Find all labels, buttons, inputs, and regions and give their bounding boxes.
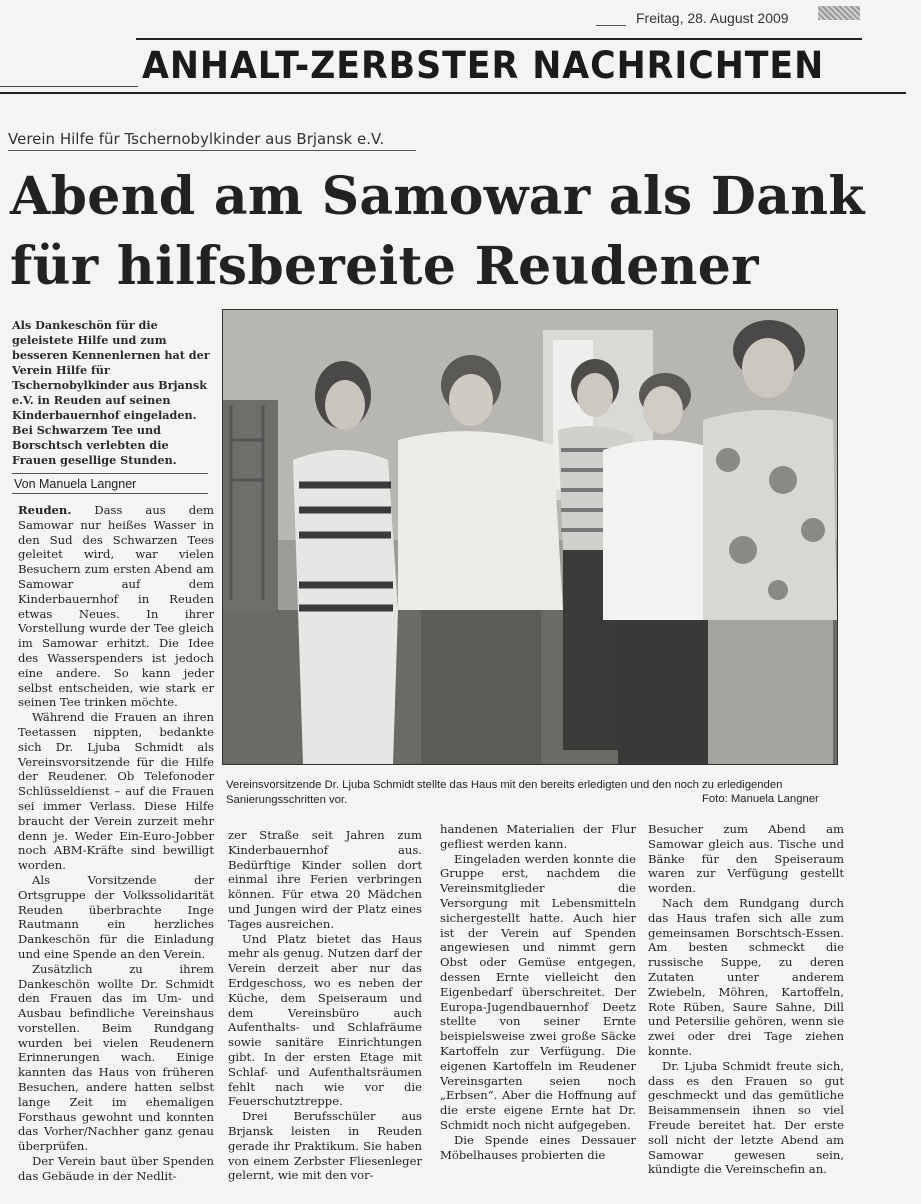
column-4-paragraph-3: Dr. Ljuba Schmidt freute sich, dass es den Frauen so gut geschmeckt und das gemütliche Beisammensein ihnen so viel Freude bereitet hat. Der erste soll nicht der letzte Abend am Samowar gewesen sein, kündigte die Vereinschefin an. [648,1058,844,1177]
column-2-paragraph-2: Und Platz bietet das Haus mehr als genug. Nutzen darf der Verein derzeit aber nur das Erdgeschoss, wo es neben der Küche, dem Speiseraum und dem Vereinsbüro auch Aufenthalts- und Schlafräume sowie sanitäre Einrichtungen gibt. In der ersten Etage mit Schlaf- und Aufenthaltsräumen fehlt nach wie vor die Feuerschutztreppe. [228,931,422,1109]
column-1-paragraph-1 [18,503,214,710]
article-lead: Als Dankeschön für die geleistete Hilfe und zum besseren Kennenlernen hat der Verein Hilfe für Tschernobylkinder aus Brjansk e.V. in Reuden auf seinen Kinderbauernhof eingeladen. Bei Schwarzem Tee und Borschtsch verlebten die Frauen gesellige Stunden. [12,318,210,467]
issue-date: Freitag, 28. August 2009 [636,10,789,26]
photo-credit: Foto: Manuela Langner [702,793,819,805]
date-rule [596,25,626,26]
header-shade-box [818,6,860,20]
column-4-paragraph-1: Besucher zum Abend am Samowar gleich aus. Tische und Bänke für den Speiseraum waren zur Verfügung gestellt worden. [648,822,844,896]
photo-caption: Vereinsvorsitzende Dr. Ljuba Schmidt stellte das Haus mit den bereits erledigten und den noch zu erledigenden Sanierungsschritten vor. [226,779,783,806]
article-column-3 [440,822,636,1162]
article-headline [10,162,890,302]
byline-rule-bottom [12,493,208,494]
photo-illustration [223,310,837,764]
kicker-rule [8,150,416,151]
column-4-paragraph-2: Nach dem Rundgang durch das Haus trafen sich alle zum gemeinsamen Borschtsch-Essen. Am besten schmeckt die russische Suppe, zu deren Zutaten unter anderem Zwiebeln, Möhren, Kartoffeln, Rote Rüben, Saure Sahne, Dill und Petersilie gehören, wenn sie zwei oder drei Tage ziehen konnte. [648,895,844,1058]
article-column-4 [648,822,844,1177]
column-1-paragraph-5: Der Verein baut über Spenden das Gebäude in der Nedlit- [18,1154,214,1183]
column-2-paragraph-3: Drei Berufsschüler aus Brjansk leisten in Reuden gerade ihr Praktikum. Sie haben von einem Zerbster Fliesenleger gelernt, wie mit den vor- [228,1109,422,1183]
article-column-1 [18,503,214,1184]
masthead-left-rule [0,86,138,87]
dateline: Reuden. [18,503,72,517]
masthead-top-rule [136,38,862,40]
column-1-paragraph-1-text: Dass aus dem Samowar nur heißes Wasser in den Sud des Schwarzen Tees geleitet wird, war vielen Besuchern zum ersten Abend am Samowar auf dem Kinderbauernhof in Reuden etwas Neues. In ihrer Vorstellung wurde der Tee gleich im Samowar erhitzt. Die Idee des Wasserspenders ist jedoch eine andere. So kann jeder selbst entscheiden, wie stark er seinen Tee trinken möchte. [18,503,214,710]
column-1-paragraph-3: Als Vorsitzende der Ortsgruppe der Volkssolidarität Reuden überbrachte Inge Rautmann ein herzliches Dankeschön für die Einladung und eine Spende an den Verein. [18,872,214,961]
headline-line-2: für hilfsbereite Reudener [10,236,759,297]
byline-rule-top [12,473,208,474]
column-2-paragraph-1: zer Straße seit Jahren zum Kinderbauernhof aus. Bedürftige Kinder sollen dort einmal ihre Ferien verbringen können. Für etwa 20 Mädchen und Jungen wird der Platz eines Tages ausreichen. [228,828,422,931]
column-1-paragraph-2: Während die Frauen an ihren Teetassen nippten, bedankte sich Dr. Ljuba Schmidt als Vereinsvorsitzende für die Hilfe der Reudener. Ob Telefonoder Schlüsseldienst – auf die Frauen sei immer Verlass. Diese Hilfe braucht der Verein zurzeit mehr denn je. Weder Ein-Euro-Jobber noch ABM-Kräfte sind bewilligt worden. [18,710,214,873]
masthead-title: ANHALT-ZERBSTER NACHRICHTEN [142,44,825,87]
headline-line-1: Abend am Samowar als Dank [10,166,865,227]
masthead-rule [0,92,906,94]
byline: Von Manuela Langner [14,477,137,491]
column-1-paragraph-4: Zusätzlich zu ihrem Dankeschön wollte Dr. Schmidt den Frauen das im Um- und Ausbau befindliche Vereinshaus vorstellen. Beim Rundgang wurden bei vielen Reudenern Erinnerungen wach. Einige kannten das Haus von früheren Besuchen, andere hatten selbst lange Zeit im ehemaligen Forsthaus gewohnt und konnten das Vorher/Nachher ganz genau überprüfen. [18,961,214,1154]
column-3-paragraph-2: Eingeladen werden konnte die Gruppe erst, nachdem die Vereinsmitglieder die Versorgung mit Lebensmitteln sichergestellt hatte. Auch hier ist der Verein auf Spenden angewiesen und nimmt gern Obst oder Gemüse entgegen, dessen Ernte vielleicht den Eigenbedarf überschreitet. Der Europa-Jugendbauernhof Deetz stellte von seiner Ernte beispielsweise zwei große Säcke Kartoffeln zur Verfügung. Die eigenen Kartoffeln im Reudener Vereinsgarten seien noch „Erbsen“. Aber die Hoffnung auf die erste eigene Ernte hat Dr. Schmidt noch nicht aufgegeben. [440,851,636,1132]
article-kicker: Verein Hilfe für Tschernobylkinder aus Brjansk e.V. [8,130,385,148]
article-column-2 [228,828,422,1183]
column-3-paragraph-1: handenen Materialien der Flur gefliest werden kann. [440,822,636,851]
column-3-paragraph-3: Die Spende eines Dessauer Möbelhauses probierten die [440,1132,636,1162]
article-photo [222,309,838,765]
